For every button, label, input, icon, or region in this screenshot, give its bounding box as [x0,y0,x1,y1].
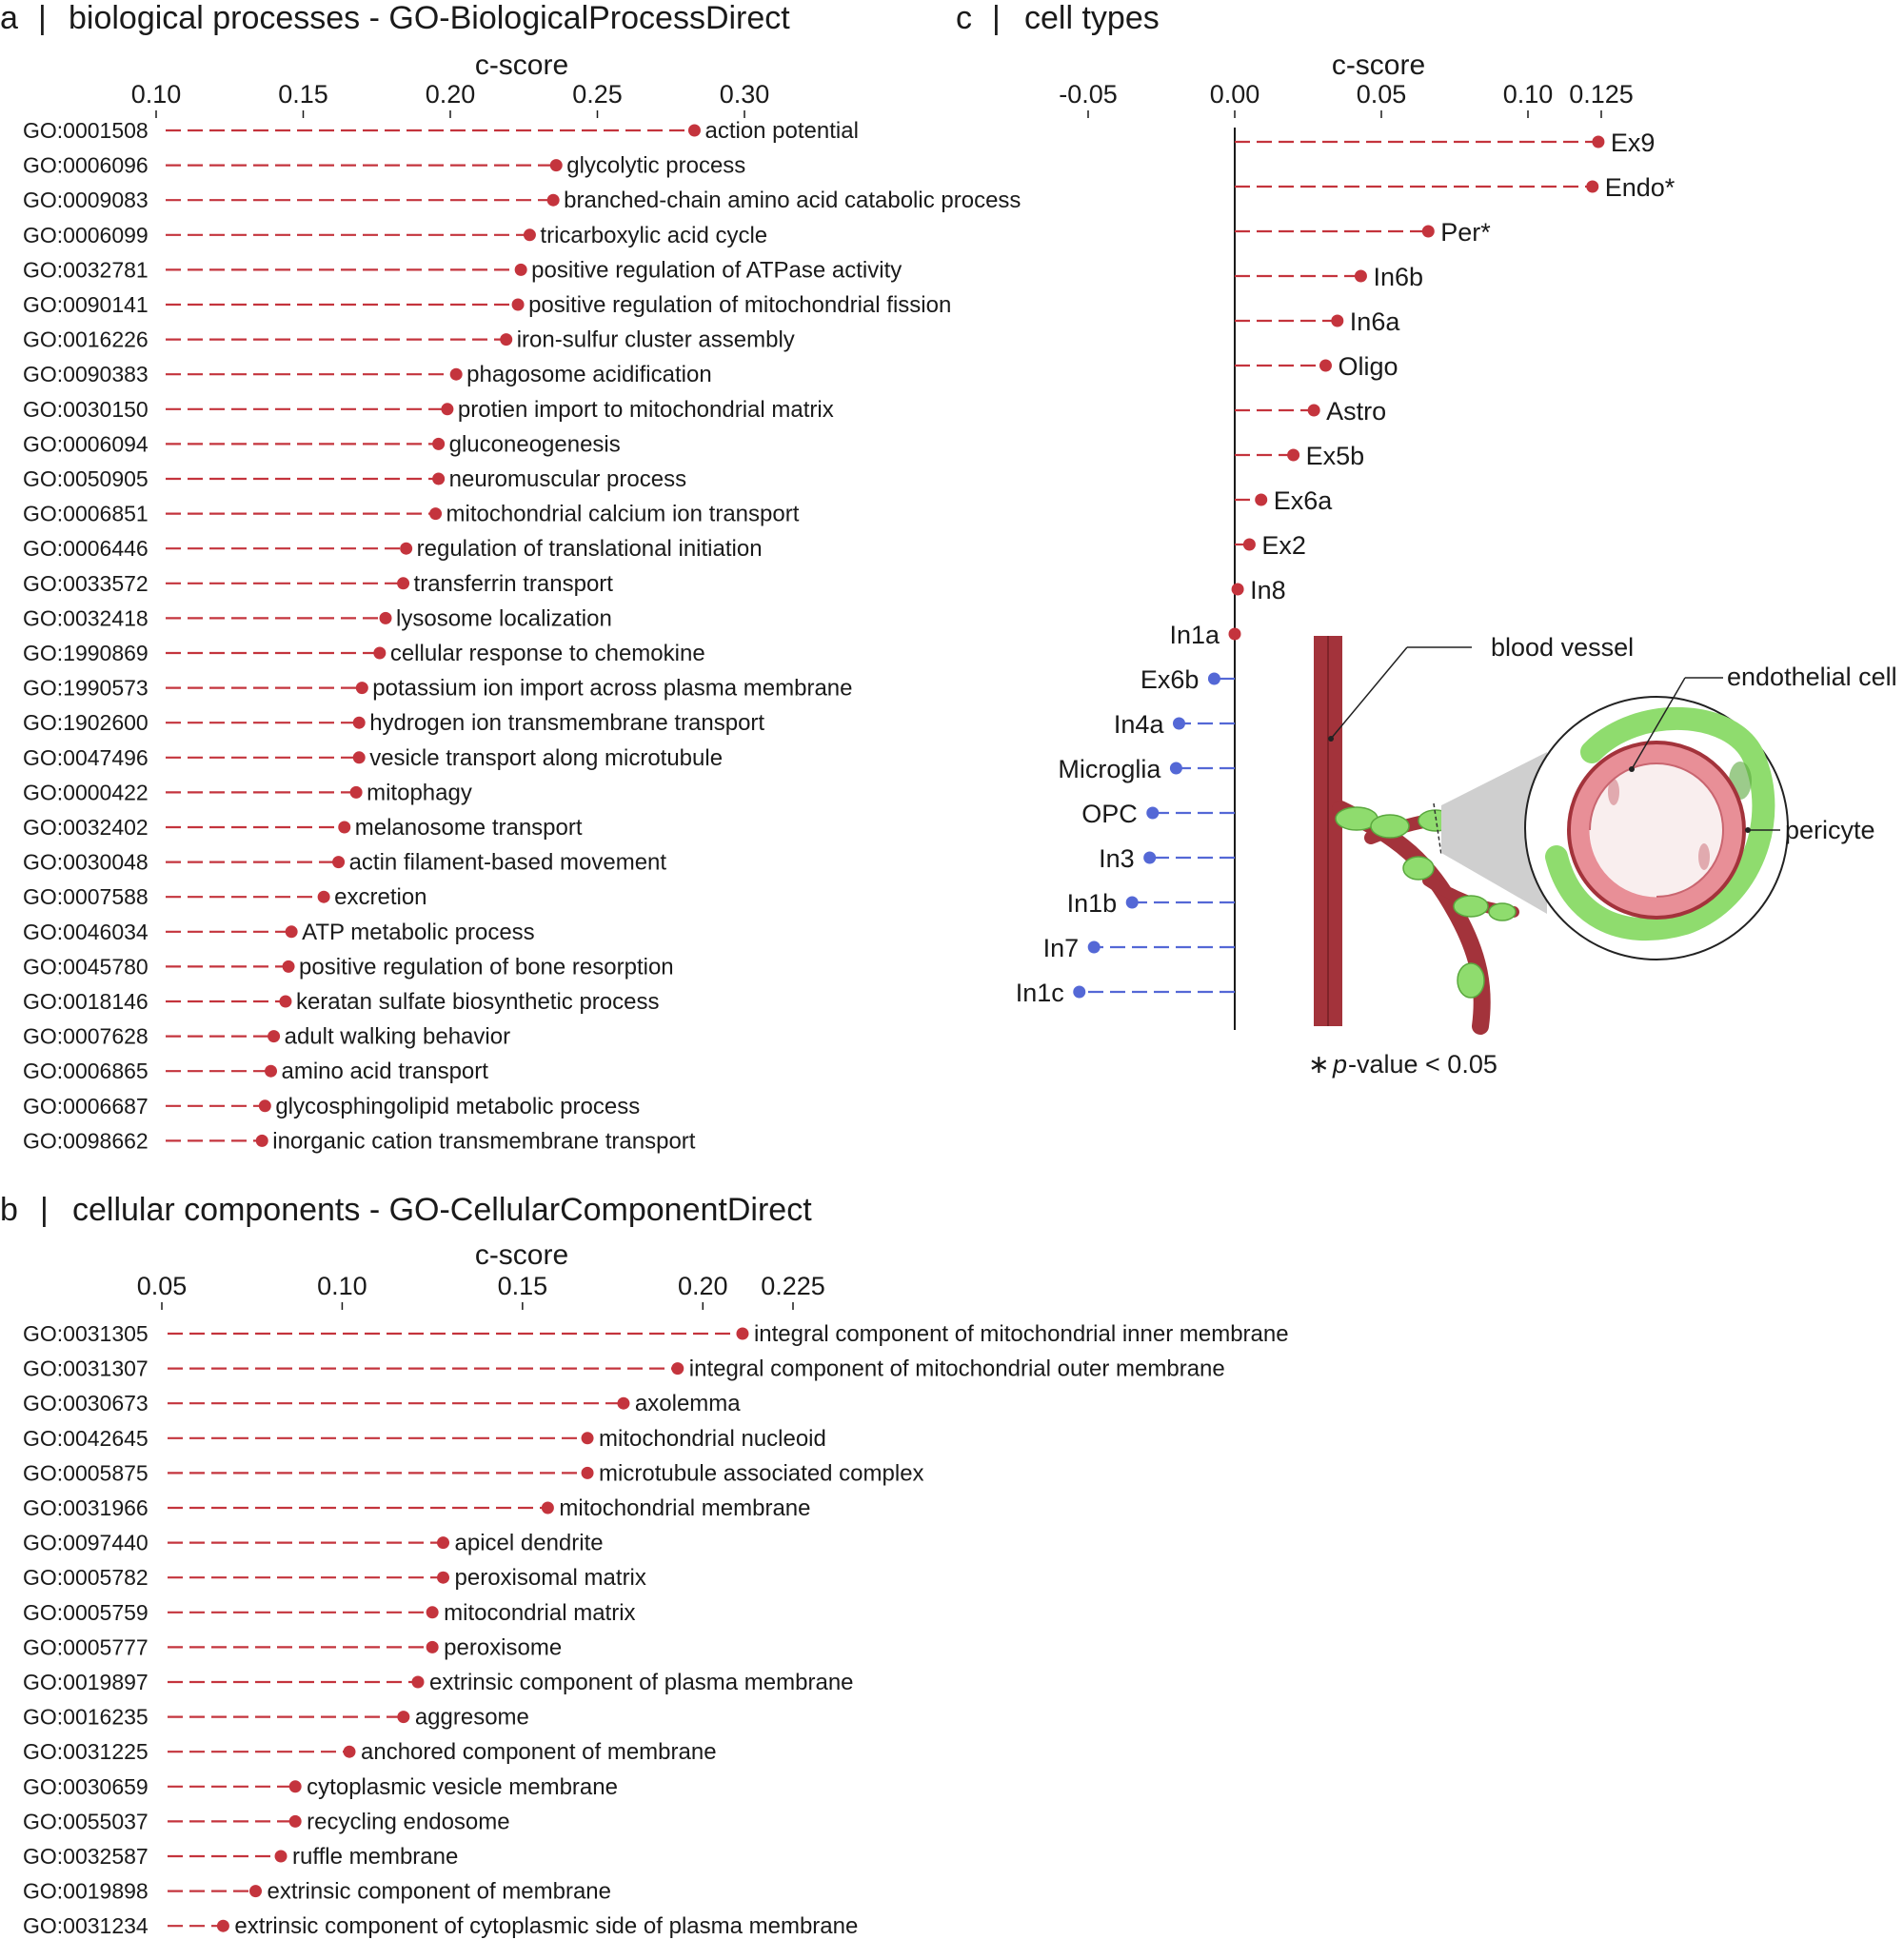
go-term-id: GO:0016235 [23,1704,149,1730]
x-tick-label: 0.05 [136,1272,188,1300]
go-term-id: GO:0007588 [23,884,149,910]
lollipop-point [344,1746,356,1758]
lollipop-point [547,194,560,207]
go-term-id: GO:0005875 [23,1460,149,1486]
cell-type-label: OPC [1081,800,1138,828]
lollipop-point [268,1030,280,1042]
cell-type-label: Ex6b [1140,665,1200,694]
cell-type-label: Ex6a [1273,486,1333,515]
panel-b-axis-label: c-score [474,1239,569,1271]
lollipop-point [441,403,453,415]
go-term-id: GO:0001508 [23,118,149,143]
pericyte-leader-dot [1745,827,1751,833]
go-term-label: amino acid transport [281,1059,488,1085]
panel-a-separator: | [38,0,47,36]
x-tick-label: 0.10 [1502,80,1554,109]
lollipop-point [289,1780,302,1792]
lollipop-point [1146,807,1159,820]
go-term-id: GO:0090383 [23,362,149,387]
lollipop-point [1143,852,1156,864]
blood-vessel-pericyte-illustration [1314,633,1897,1026]
cell-type-label: Endo* [1604,173,1676,202]
blood-vessel-label: blood vessel [1491,633,1635,662]
panel-c-letter: c [956,0,972,36]
go-term-label: excretion [334,884,427,911]
lollipop-point [1255,494,1267,506]
go-term-label: extrinsic component of cytoplasmic side of plasma membrane [234,1913,859,1940]
lollipop-point [286,925,298,938]
pericyte-cell-icon [1371,815,1409,838]
go-term-id: GO:0009083 [23,188,149,213]
lollipop-point [500,333,512,346]
lollipop-point [524,228,536,241]
lollipop-point [582,1432,594,1444]
go-term-label: melanosome transport [354,815,583,841]
lollipop-point [397,577,409,589]
x-tick-label: 0.10 [317,1272,367,1300]
footnote-asterisk: ∗ [1308,1050,1330,1079]
lollipop-point [318,891,330,903]
go-term-label: regulation of translational initiation [416,536,763,563]
panel-a-title: biological processes - GO-BiologicalProcessDirect [69,0,790,36]
go-term-id: GO:0030048 [23,849,149,875]
vessel-lumen-icon [1588,762,1725,899]
go-term-id: GO:0006865 [23,1059,149,1084]
cell-type-label: Ex5b [1305,442,1365,470]
lollipop-point [432,438,445,450]
lollipop-point [350,786,363,799]
go-term-label: lysosome localization [396,605,612,632]
cell-type-label: In1b [1066,889,1118,918]
go-term-label: mitochondrial membrane [559,1495,811,1521]
go-term-label: action potential [704,118,859,144]
lollipop-point [289,1815,302,1828]
cell-type-label: In1c [1015,979,1064,1007]
go-term-id: GO:0031307 [23,1356,149,1381]
go-term-label: integral component of mitochondrial outer membrane [688,1356,1225,1382]
go-term-label: mitochondrial calcium ion transport [446,501,800,527]
go-term-id: GO:0055037 [23,1809,149,1834]
go-term-label: integral component of mitochondrial inner membrane [753,1321,1289,1347]
go-term-label: glycolytic process [566,152,746,179]
lollipop-point [542,1502,554,1514]
footnote-pvalue-text: -value < 0.05 [1348,1050,1497,1079]
lollipop-point [1088,941,1101,954]
cell-type-label: In8 [1250,576,1286,604]
x-tick-label: -0.05 [1059,80,1118,109]
lollipop-point [356,682,368,694]
lollipop-point [688,125,701,137]
go-term-id: GO:0000422 [23,780,149,805]
lollipop-point [1126,897,1139,909]
go-term-label: positive regulation of bone resorption [299,954,674,980]
panel-b-letter: b [0,1192,18,1228]
lollipop-point [1586,181,1598,193]
go-term-id: GO:0050905 [23,466,149,491]
endothelial-nucleus-icon [1698,843,1710,870]
go-term-label: iron-sulfur cluster assembly [516,327,795,353]
lollipop-point [275,1851,288,1863]
go-term-label: transferrin transport [413,570,613,597]
panel-a-letter: a [0,0,18,36]
lollipop-point [1319,360,1332,372]
lollipop-point [380,612,392,624]
lollipop-point [736,1328,748,1340]
panel-b-chart [23,1272,1289,1939]
lollipop-point [1229,628,1241,641]
go-term-id: GO:0006099 [23,222,149,247]
x-tick-label: 0.25 [572,80,623,109]
lollipop-point [279,996,291,1008]
go-term-id: GO:0030673 [23,1391,149,1416]
cell-type-label: Astro [1326,397,1387,426]
go-term-label: neuromuscular process [448,466,687,492]
pericyte-cell-icon [1458,963,1484,998]
lollipop-point [1331,315,1343,327]
lollipop-point [256,1135,268,1147]
go-term-label: recycling endosome [307,1809,510,1835]
lollipop-point [1170,762,1182,775]
panel-c-header [956,0,1160,36]
go-term-id: GO:0031234 [23,1913,149,1939]
go-term-label: inorganic cation transmembrane transport [272,1128,696,1155]
go-term-label: extrinsic component of membrane [267,1878,612,1905]
lollipop-point [671,1362,684,1375]
go-term-label: protien import to mitochondrial matrix [457,396,834,423]
go-term-label: glycosphingolipid metabolic process [275,1093,641,1119]
go-term-id: GO:1902600 [23,710,149,736]
go-term-id: GO:0006096 [23,152,149,178]
lollipop-point [259,1099,271,1112]
lollipop-point [1355,270,1367,283]
x-tick-label: 0.30 [719,80,770,109]
go-term-label: vesicle transport along microtubule [369,744,724,771]
lollipop-point [426,1606,439,1618]
cell-type-label: Ex9 [1610,129,1656,157]
go-term-id: GO:0042645 [23,1425,149,1451]
cell-type-label: In6b [1373,263,1424,291]
cell-type-label: Ex2 [1261,531,1306,560]
lollipop-point [400,543,412,555]
go-term-label: tricarboxylic acid cycle [540,222,768,248]
go-term-label: mitochondrial nucleoid [599,1425,826,1452]
x-tick-label: 0.15 [497,1272,548,1300]
go-term-id: GO:0006851 [23,501,149,526]
pericyte-cell-icon [1403,857,1434,880]
go-term-label: positive regulation of ATPase activity [531,257,902,284]
pericyte-cell-icon [1454,896,1488,917]
go-term-label: cytoplasmic vesicle membrane [307,1773,618,1800]
go-term-id: GO:1990869 [23,641,149,665]
lollipop-point [411,1676,424,1689]
panel-c-title: cell types [1024,0,1160,36]
x-tick-label: 0.20 [678,1272,728,1300]
lollipop-point [217,1920,229,1932]
x-tick-label: 0.00 [1209,80,1260,109]
go-term-label: peroxisome [444,1634,563,1661]
go-term-label: gluconeogenesis [448,431,621,458]
lollipop-point [450,368,463,381]
lollipop-point [1287,449,1299,462]
go-term-label: ruffle membrane [292,1844,459,1870]
cell-type-label: In7 [1042,934,1080,962]
go-term-label: keratan sulfate biosynthetic process [295,989,660,1015]
lollipop-point [1592,136,1604,148]
lollipop-point [1243,539,1256,551]
go-term-id: GO:0097440 [23,1530,149,1555]
pericyte-cell-icon [1489,903,1516,921]
go-term-id: GO:0006687 [23,1093,149,1118]
lollipop-point [515,264,527,276]
go-term-id: GO:0005782 [23,1565,149,1591]
footnote-p-italic: p [1333,1050,1348,1079]
cell-type-label: In1a [1169,621,1220,649]
go-term-label: peroxisomal matrix [454,1565,646,1592]
go-term-id: GO:0019898 [23,1878,149,1904]
panel-a-chart [23,80,1021,1154]
cell-type-label: In6a [1349,307,1400,336]
panel-a-axis-label: c-score [474,49,569,81]
lollipop-point [283,960,295,973]
endothelial-cell-label: endothelial cell [1727,663,1897,691]
lollipop-point [249,1885,262,1897]
cell-type-label: In4a [1113,710,1164,739]
go-term-label: actin filament-based movement [348,849,667,876]
lollipop-point [1073,986,1085,999]
lollipop-point [1173,718,1185,730]
blood-vessel-leader-dot [1328,736,1334,742]
go-term-id: GO:0031305 [23,1321,149,1346]
go-term-id: GO:0005759 [23,1599,149,1625]
x-tick-label: 0.05 [1356,80,1407,109]
go-term-label: microtubule associated complex [599,1460,924,1487]
lollipop-point [582,1467,594,1479]
go-term-id: GO:0030150 [23,396,149,422]
go-term-label: hydrogen ion transmembrane transport [369,710,765,737]
panel-c-footnote [1308,1050,1497,1079]
go-term-id: GO:0016226 [23,327,149,352]
lollipop-point [338,822,350,834]
go-term-label: aggresome [414,1704,529,1731]
go-term-label: branched-chain amino acid catabolic process [564,188,1021,214]
panel-c-axis-label: c-score [1331,49,1426,81]
go-term-id: GO:0030659 [23,1773,149,1799]
lollipop-point [512,299,525,311]
endothelial-nucleus-icon [1608,779,1619,805]
go-term-id: GO:0031966 [23,1495,149,1520]
lollipop-point [1208,673,1220,685]
lollipop-point [1422,226,1435,238]
go-term-label: apicel dendrite [454,1530,604,1556]
panel-b-title: cellular components - GO-CellularComponentDirect [72,1192,812,1228]
go-term-label: potassium ion import across plasma membrane [372,675,853,702]
go-term-id: GO:1990573 [23,675,149,701]
lollipop-point [1308,405,1320,417]
go-term-id: GO:0007628 [23,1023,149,1049]
lollipop-point [437,1572,449,1584]
go-term-id: GO:0006446 [23,536,149,562]
lollipop-point [1232,584,1244,596]
go-term-id: GO:0032781 [23,257,149,283]
lollipop-point [397,1711,409,1723]
go-term-id: GO:0090141 [23,292,149,317]
lollipop-point [426,1641,439,1653]
lollipop-point [265,1065,277,1078]
go-term-label: positive regulation of mitochondrial fission [528,292,952,318]
go-term-label: axolemma [634,1391,741,1417]
x-tick-label: 0.10 [130,80,182,109]
x-tick-label: 0.15 [278,80,328,109]
go-term-label: cellular response to chemokine [389,641,705,666]
lollipop-point [373,647,386,660]
panel-a-header [0,0,790,36]
go-term-id: GO:0006094 [23,431,149,457]
lollipop-point [353,717,366,729]
go-term-label: anchored component of membrane [361,1739,717,1766]
lollipop-point [437,1536,449,1549]
lollipop-point [353,751,366,763]
lollipop-point [432,473,445,485]
lollipop-point [550,159,563,171]
go-term-id: GO:0045780 [23,954,149,980]
go-term-label: extrinsic component of plasma membrane [428,1670,854,1695]
cell-type-label: In3 [1099,844,1135,873]
go-term-id: GO:0046034 [23,919,149,944]
go-term-id: GO:0032418 [23,605,149,631]
go-term-id: GO:0032402 [23,815,149,840]
cell-type-label: Per* [1440,218,1491,247]
cell-type-label: Microglia [1058,755,1161,783]
panel-b-header [0,1192,812,1228]
cell-type-label: Oligo [1338,352,1398,381]
lollipop-point [617,1397,629,1410]
panel-b-separator: | [40,1192,49,1228]
pericyte-label: pericyte [1785,816,1875,844]
endothelial-leader-dot [1629,766,1635,772]
panel-c-separator: | [992,0,1001,36]
go-term-label: ATP metabolic process [302,919,535,945]
go-term-id: GO:0005777 [23,1634,149,1660]
go-term-id: GO:0098662 [23,1128,149,1154]
go-term-id: GO:0018146 [23,989,149,1014]
go-term-label: mitophagy [367,780,472,806]
go-term-id: GO:0031225 [23,1739,149,1765]
go-term-label: mitocondrial matrix [444,1599,636,1626]
lollipop-point [332,856,345,868]
lollipop-point [429,507,442,520]
go-term-id: GO:0019897 [23,1670,149,1694]
x-tick-label: 0.225 [761,1272,825,1300]
go-term-id: GO:0032587 [23,1844,149,1869]
go-term-id: GO:0033572 [23,570,149,596]
x-tick-label: 0.125 [1569,80,1634,109]
go-term-label: adult walking behavior [284,1023,511,1050]
x-tick-label: 0.20 [425,80,476,109]
go-term-id: GO:0047496 [23,744,149,770]
go-term-label: phagosome acidification [466,362,712,388]
